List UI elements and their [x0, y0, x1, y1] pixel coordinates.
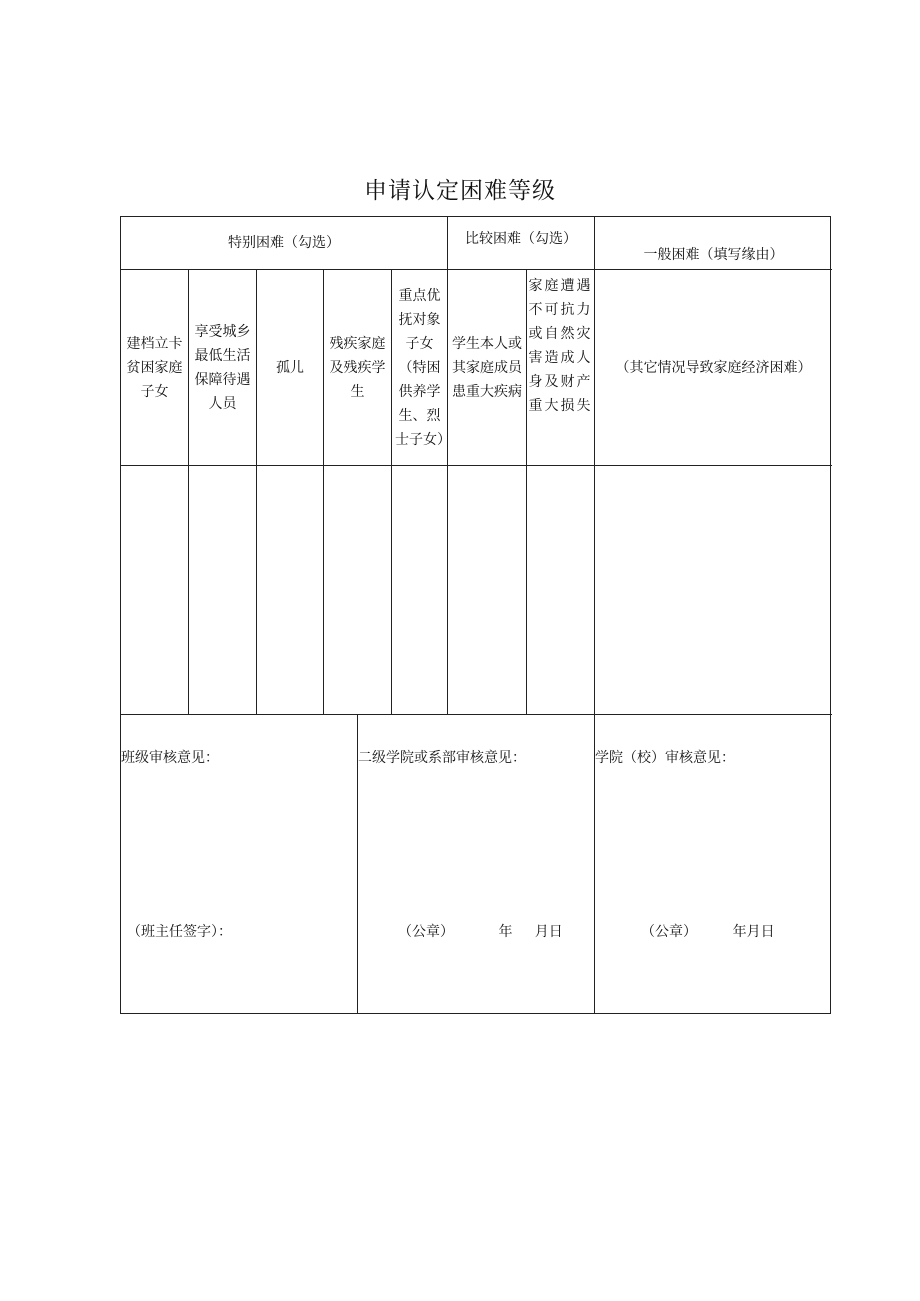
- header-relative-label: 比较困难（勾选）: [465, 231, 577, 247]
- fill-cell-disaster-loss[interactable]: [527, 466, 595, 715]
- category-label-4: 残疾家庭及残疾学生: [329, 335, 386, 400]
- class-review-label: 班级审核意见：: [121, 750, 219, 766]
- header-relative-difficulty: [448, 217, 595, 270]
- page-title: 申请认定困难等级: [364, 178, 556, 204]
- fill-cell-serious-illness[interactable]: [448, 466, 527, 715]
- header-general-label: 一般困难（填写缘由）: [643, 247, 784, 263]
- category-orphan: [257, 270, 324, 466]
- category-disability: [324, 270, 392, 466]
- fill-cell-priority-care[interactable]: [392, 466, 448, 715]
- category-priority-care: [392, 270, 451, 466]
- header-special-label: 特别困难（勾选）: [228, 235, 340, 251]
- school-review-section[interactable]: [595, 715, 832, 1013]
- fill-cell-disability[interactable]: [324, 466, 392, 715]
- department-review-section[interactable]: [358, 715, 595, 1013]
- class-review-section[interactable]: [121, 715, 358, 1013]
- fill-cell-other-reason[interactable]: [595, 466, 832, 715]
- department-review-label: 二级学院或系部审核意见：: [358, 750, 526, 766]
- category-label-8: （其它情况导致家庭经济困难）: [615, 359, 812, 376]
- department-seal-date: （公章） 年 月日: [398, 924, 563, 940]
- category-minimum-living: [189, 270, 257, 466]
- category-disaster-loss: [527, 270, 595, 466]
- school-review-label: 学院（校）审核意见：: [595, 750, 735, 766]
- category-serious-illness: [448, 270, 527, 466]
- category-label-3: 孤儿: [276, 359, 304, 376]
- category-label-6: 学生本人或其家庭成员患重大疾病: [452, 335, 522, 400]
- category-label-2: 享受城乡最低生活保障待遇人员: [194, 323, 251, 412]
- fill-cell-orphan[interactable]: [257, 466, 324, 715]
- category-other: [595, 270, 832, 466]
- category-label-5: 重点优抚对象子女（特困供养学生、烈士子女）: [395, 287, 451, 448]
- fill-cell-minimum-living[interactable]: [189, 466, 257, 715]
- fill-cell-poverty-registered[interactable]: [121, 466, 189, 715]
- class-teacher-signature: （班主任签字）：: [127, 924, 232, 940]
- category-label-1: 建档立卡贫困家庭子女: [126, 335, 183, 400]
- header-special-difficulty: [121, 217, 448, 270]
- header-general-difficulty: [595, 217, 832, 270]
- category-poverty-registered: [121, 270, 189, 466]
- category-label-7: 家庭遭遇不可抗力或自然灾害造成人身及财产重大损失: [528, 278, 593, 414]
- difficulty-level-form: [120, 216, 831, 1014]
- school-seal-date: （公章） 年月日: [641, 924, 775, 940]
